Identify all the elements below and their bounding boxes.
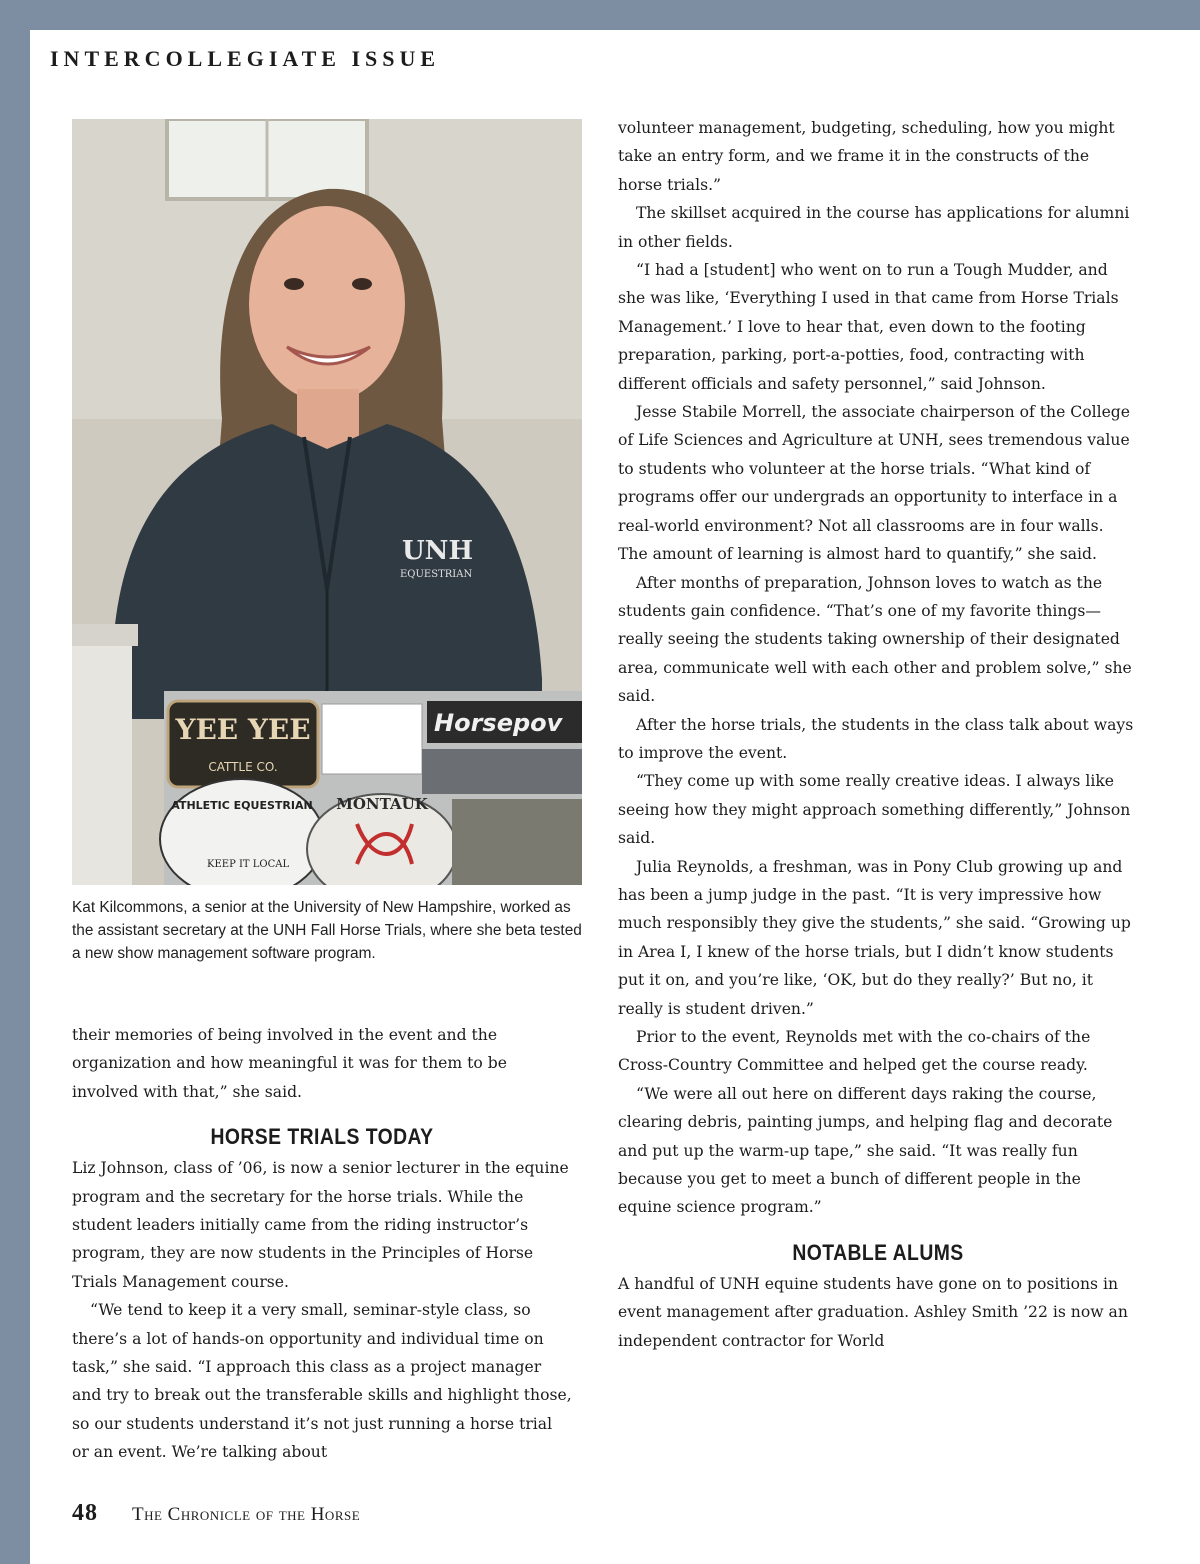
magazine-page <box>30 30 1200 1564</box>
magazine-masthead: The Chronicle of the Horse <box>132 1504 361 1525</box>
sticker-cattle: CATTLE CO. <box>208 760 278 774</box>
page-number: 48 <box>72 1500 98 1526</box>
shirt-logo: UNH <box>402 536 474 566</box>
paragraph-seminar: “We tend to keep it a very small, seminar-style class, so there’s a lot of hands-on opportunity and individual time on task,” she said. “I approach this class as a project manager and try to break out the transferable skills and highlight those, so our students understand it’s not just running a horse trial or an event. We’re talking about <box>72 1301 572 1462</box>
issue-label: INTERCOLLEGIATE ISSUE <box>50 46 441 71</box>
left-column <box>72 1021 572 1467</box>
sticker-horsepow: Horsepov <box>434 709 563 737</box>
photo-caption: Kat Kilcommons, a senior at the University of New Hampshire, worked as the assistant secretary at the UNH Fall Horse Trials, where she beta tested a new show management software program. <box>72 899 582 962</box>
paragraph: After months of preparation, Johnson loves to watch as the students gain confidence. “That’s one of my favorite things—really seeing the students taking ownership of their designated area, communicate well with each other and problem solve,” she said. <box>618 573 1132 706</box>
heading-horse-trials-today: HORSE TRIALS TODAY <box>210 1124 434 1150</box>
heading-notable-alums: NOTABLE ALUMS <box>792 1239 964 1265</box>
sticker-athletic: ATHLETIC EQUESTRIAN <box>171 799 313 812</box>
sticker-yee: YEE YEE <box>175 713 311 746</box>
shirt-logo-sub: EQUESTRIAN <box>400 569 473 580</box>
paragraph: The skillset acquired in the course has applications for alumni in other fields. <box>618 204 1130 251</box>
paragraph: “They come up with some really creative ideas. I always like seeing how they might approach something differently,” Johnson said. <box>618 772 1131 848</box>
page-footer <box>72 1500 360 1527</box>
paragraph: Prior to the event, Reynolds met with the co-chairs of the Cross-Country Committee and helped get the course ready. <box>618 1028 1091 1075</box>
paragraph-johnson: Liz Johnson, class of ’06, is now a senior lecturer in the equine program and the secretary for the horse trials. While the student leaders initially came from the riding instructor’s program, they are now students in the Principles of Horse Trials Management course. <box>72 1159 569 1291</box>
paragraph-continued: their memories of being involved in the event and the organization and how meaningful it was for them to be involved with that,” she said. <box>72 1026 507 1101</box>
paragraph: volunteer management, budgeting, scheduling, how you might take an entry form, and we frame it in the constructs of the horse trials.” <box>618 119 1115 194</box>
sticker-keep: KEEP IT LOCAL <box>207 859 290 870</box>
article-photo <box>72 119 582 885</box>
paragraph: “We were all out here on different days raking the course, clearing debris, painting jumps, and helping flag and decorate and put up the warm-up tape,” she said. “It was really fun because you get to meet a bunch of different people in the equine science program.” <box>618 1084 1113 1217</box>
right-column <box>618 114 1138 1355</box>
paragraph: Jesse Stabile Morrell, the associate chairperson of the College of Life Sciences and Agriculture at UNH, sees tremendous value to students who volunteer at the horse trials. “What kind of programs offer our undergrads an opportunity to interface in a real-world environment? Not all classrooms are in four walls. The amount of learning is almost hard to quantify,” she said. <box>618 403 1131 564</box>
paragraph: A handful of UNH equine students have gone on to positions in event management after graduation. Ashley Smith ’22 is now an independent contractor for World <box>618 1274 1128 1350</box>
paragraph: “I had a [student] who went on to run a Tough Mudder, and she was like, ‘Everything I used in that came from Horse Trials Management.’ I love to hear that, even down to the footing preparation, parking, port-a-potties, food, contracting with different officials and safety personnel,” said Johnson. <box>618 261 1119 393</box>
paragraph: After the horse trials, the students in the class talk about ways to improve the event. <box>618 715 1134 762</box>
sticker-montauk: MONTAUK <box>336 795 428 813</box>
paragraph: Julia Reynolds, a freshman, was in Pony Club growing up and has been a jump judge in the past. “It is very impressive how much responsibly they give the students,” she said. “Growing up in Area I, I knew of the horse trials, but I didn’t know students put it on, and you’re like, ‘OK, but do they really?’ But no, it really is student driven.” <box>618 857 1131 1018</box>
